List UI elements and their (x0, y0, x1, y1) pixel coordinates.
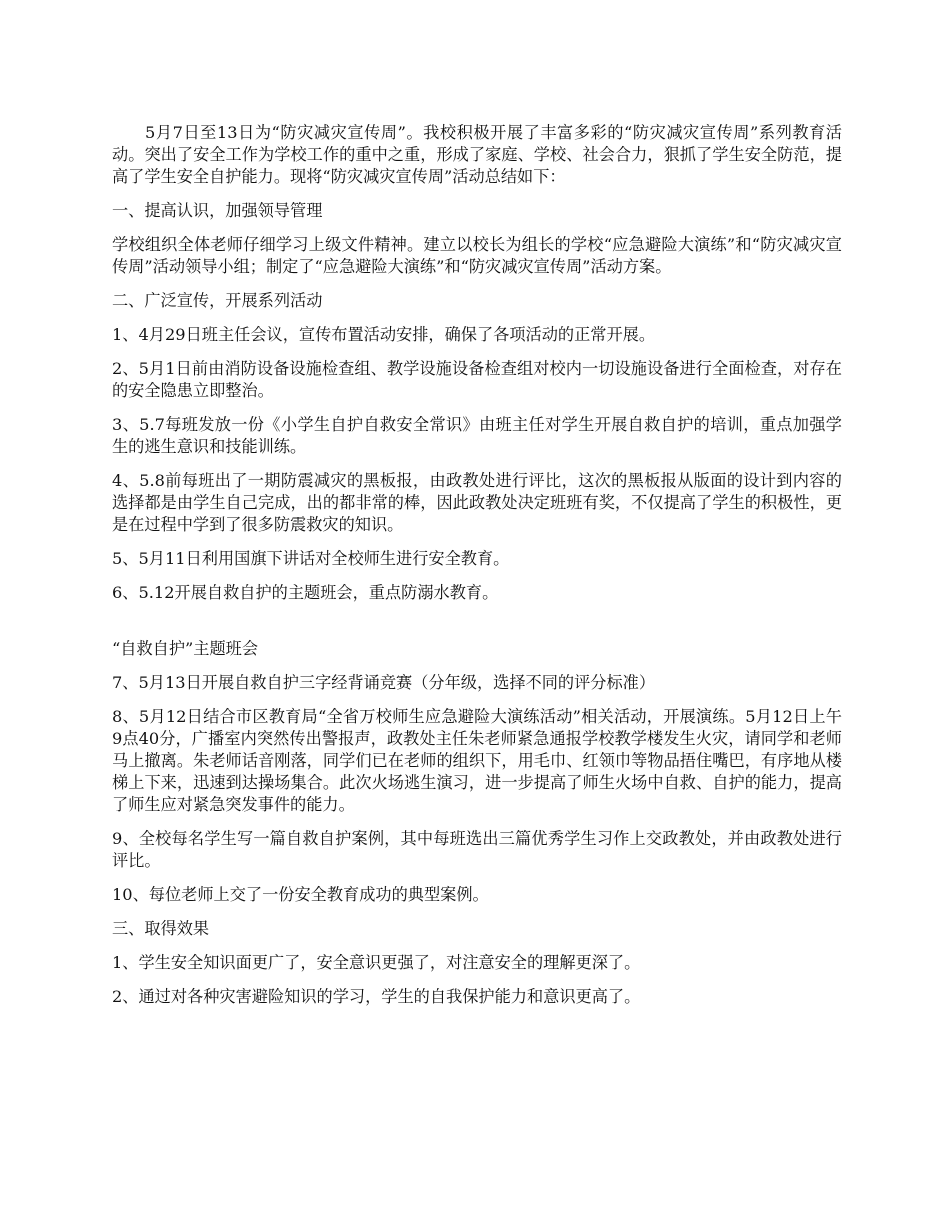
list-item: 4、5.8前每班出了一期防震减灾的黑板报，由政教处进行评比，这次的黑板报从版面的设计到内容的选择都是由学生自己完成，出的都非常的棒，因此政教处决定班班有奖，不仅提高了学生的积极性，更是在过程中学到了很多防震救灾的知识。 (112, 471, 842, 534)
body-paragraph: 学校组织全体老师仔细学习上级文件精神。建立以校长为组长的学校“应急避险大演练”和“防灾减灾宣传周”活动领导小组；制定了“应急避险大演练”和“防灾减灾宣传周”活动方案。 (112, 235, 842, 276)
document-body (112, 122, 842, 1020)
list-item: 8、5月12日结合市区教育局“全省万校师生应急避险大演练活动”相关活动，开展演练。5月12日上午9点40分，广播室内突然传出警报声，政教处主任朱老师紧急通报学校教学楼发生火灾，请同学和老师马上撤离。朱老师话音刚落，同学们已在老师的组织下，用毛巾、红领巾等物品捂住嘴巴，有序地从楼梯上下来，迅速到达操场集合。此次火场逃生演习，进一步提高了师生火场中自救、自护的能力，提高了师生应对紧急突发事件的能力。 (112, 707, 842, 814)
subheading: “自救自护”主题班会 (112, 639, 259, 658)
section-heading-2: 二、广泛宣传，开展系列活动 (112, 291, 323, 310)
list-item: 2、5月1日前由消防设备设施检查组、教学设施设备检查组对校内一切设施设备进行全面检查，对存在的安全隐患立即整治。 (112, 359, 842, 400)
list-item: 3、5.7每班发放一份《小学生自护自救安全常识》由班主任对学生开展自救自护的培训，重点加强学生的逃生意识和技能训练。 (112, 415, 842, 456)
list-item: 5、5月11日利用国旗下讲话对全校师生进行安全教育。 (112, 549, 510, 568)
section-heading-3: 三、取得效果 (112, 919, 210, 938)
section-heading-1: 一、提高认识，加强领导管理 (112, 201, 323, 220)
list-item: 6、5.12开展自救自护的主题班会，重点防溺水教育。 (112, 583, 499, 602)
intro-paragraph: 5月7日至13日为“防灾减灾宣传周”。我校积极开展了丰富多彩的“防灾减灾宣传周”系列教育活动。突出了安全工作为学校工作的重中之重，形成了家庭、学校、社会合力，狠抓了学生安全防范，提高了学生安全自护能力。现将“防灾减灾宣传周”活动总结如下： (112, 123, 842, 186)
list-item: 9、全校每名学生写一篇自救自护案例，其中每班选出三篇优秀学生习作上交政教处，并由政教处进行评比。 (112, 829, 842, 870)
list-item: 1、4月29日班主任会议，宣传布置活动安排，确保了各项活动的正常开展。 (112, 325, 656, 344)
list-item: 7、5月13日开展自救自护三字经背诵竞赛（分年级，选择不同的评分标准） (112, 673, 656, 692)
list-item: 2、通过对各种灾害避险知识的学习，学生的自我保护能力和意识更高了。 (112, 987, 641, 1006)
list-item: 10、每位老师上交了一份安全教育成功的典型案例。 (112, 885, 489, 904)
list-item: 1、学生安全知识面更广了，安全意识更强了，对注意安全的理解更深了。 (112, 953, 641, 972)
